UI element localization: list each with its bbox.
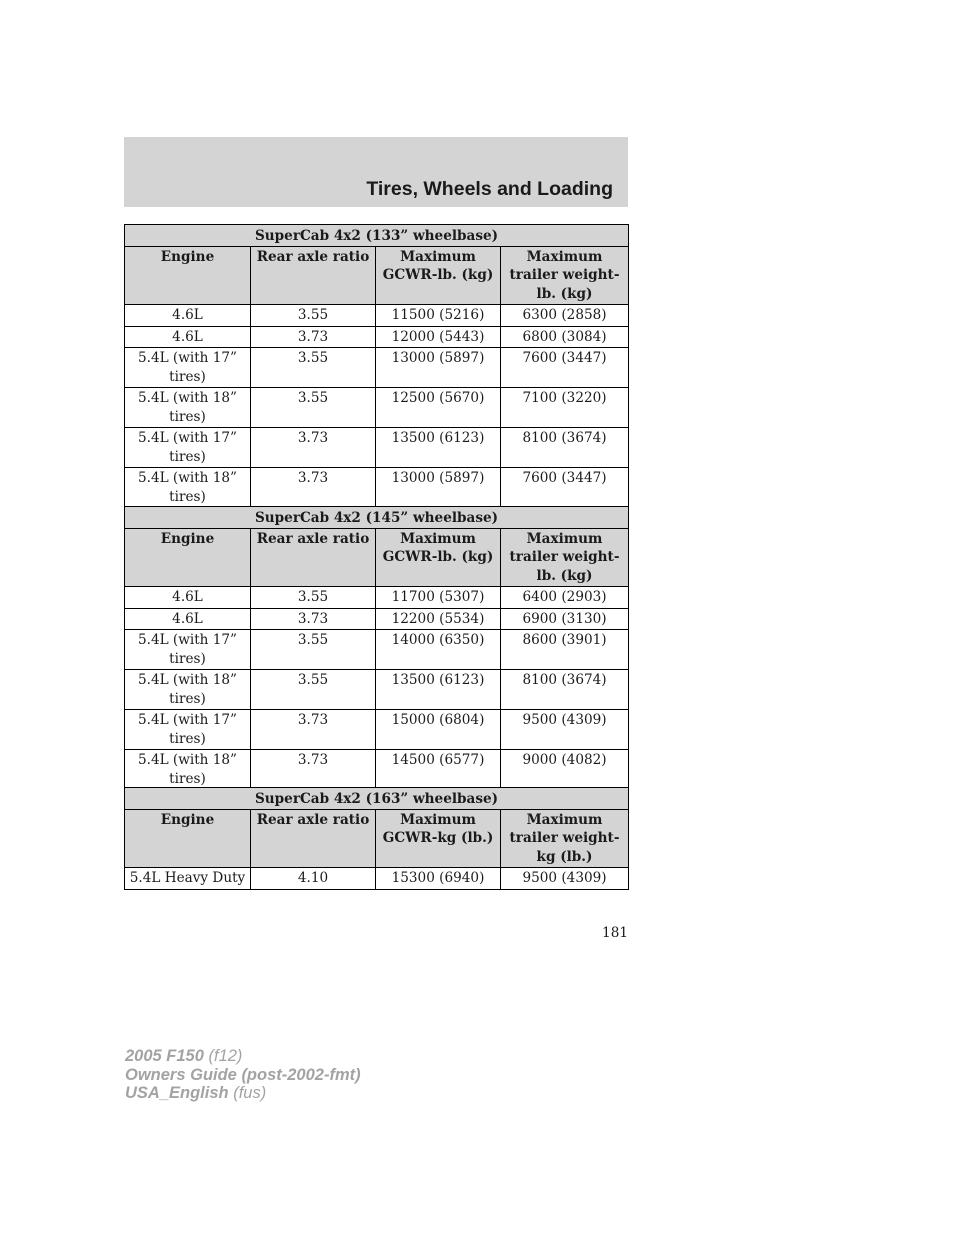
section-header-band: [124, 137, 628, 207]
table-caption: SuperCab 4x2 (133” wheelbase): [125, 225, 629, 247]
engine-cell: 5.4L Heavy Duty: [125, 868, 251, 890]
gcwr-cell: 15300 (6940): [376, 868, 501, 890]
engine-cell: 5.4L (with 17” tires): [125, 428, 251, 468]
gcwr-cell: 11700 (5307): [376, 587, 501, 609]
footer-guide: Owners Guide (post-2002-fmt): [125, 1065, 361, 1084]
axle-ratio-cell: 3.55: [251, 305, 376, 327]
footer-language: USA_English: [125, 1084, 229, 1102]
column-header-engine: Engine: [125, 809, 251, 868]
gcwr-cell: 12200 (5534): [376, 608, 501, 630]
trailer-weight-cell: 8100 (3674): [501, 428, 629, 468]
gcwr-cell: 12000 (5443): [376, 326, 501, 348]
trailer-weight-cell: 8600 (3901): [501, 630, 629, 670]
footer-model-line: [125, 1047, 361, 1066]
table-row: [125, 326, 629, 348]
table-row: [125, 710, 629, 750]
gcwr-cell: 14000 (6350): [376, 630, 501, 670]
column-header-trailer-weight: Maximum trailer weight-lb. (kg): [501, 528, 629, 587]
axle-ratio-cell: 3.55: [251, 670, 376, 710]
footer-language-code: (fus): [233, 1084, 267, 1102]
axle-ratio-cell: 3.73: [251, 750, 376, 790]
engine-cell: 5.4L (with 17” tires): [125, 710, 251, 750]
trailer-weight-cell: 9500 (4309): [501, 710, 629, 750]
table-row: [125, 630, 629, 670]
axle-ratio-cell: 4.10: [251, 868, 376, 890]
axle-ratio-cell: 3.73: [251, 608, 376, 630]
towing-table-145-wheelbase: [124, 506, 629, 790]
table-row: [125, 428, 629, 468]
axle-ratio-cell: 3.55: [251, 587, 376, 609]
engine-cell: 5.4L (with 18” tires): [125, 468, 251, 508]
column-header-gcwr: Maximum GCWR-lb. (kg): [376, 528, 501, 587]
trailer-weight-cell: 9500 (4309): [501, 868, 629, 890]
table-row: [125, 608, 629, 630]
column-header-gcwr: Maximum GCWR-kg (lb.): [376, 809, 501, 868]
engine-cell: 5.4L (with 17” tires): [125, 348, 251, 388]
gcwr-cell: 12500 (5670): [376, 388, 501, 428]
engine-cell: 5.4L (with 18” tires): [125, 670, 251, 710]
axle-ratio-cell: 3.73: [251, 428, 376, 468]
column-header-engine: Engine: [125, 528, 251, 587]
trailer-weight-cell: 6800 (3084): [501, 326, 629, 348]
axle-ratio-cell: 3.73: [251, 710, 376, 750]
column-header-axle-ratio: Rear axle ratio: [251, 809, 376, 868]
table-row: [125, 587, 629, 609]
trailer-weight-cell: 6400 (2903): [501, 587, 629, 609]
trailer-weight-cell: 7600 (3447): [501, 348, 629, 388]
gcwr-cell: 11500 (5216): [376, 305, 501, 327]
section-title: Tires, Wheels and Loading: [366, 178, 613, 200]
engine-cell: 5.4L (with 17” tires): [125, 630, 251, 670]
table-row: [125, 468, 629, 508]
column-header-gcwr: Maximum GCWR-lb. (kg): [376, 246, 501, 305]
engine-cell: 4.6L: [125, 587, 251, 609]
footer-model: 2005 F150: [125, 1047, 204, 1065]
table-row: [125, 388, 629, 428]
gcwr-cell: 15000 (6804): [376, 710, 501, 750]
towing-table-133-wheelbase: [124, 224, 629, 508]
column-header-axle-ratio: Rear axle ratio: [251, 246, 376, 305]
table-caption: SuperCab 4x2 (145” wheelbase): [125, 507, 629, 529]
trailer-weight-cell: 7100 (3220): [501, 388, 629, 428]
engine-cell: 4.6L: [125, 305, 251, 327]
trailer-weight-cell: 6300 (2858): [501, 305, 629, 327]
gcwr-cell: 13000 (5897): [376, 468, 501, 508]
footer-guide-line: [125, 1066, 361, 1085]
page-number: 181: [602, 925, 628, 941]
trailer-weight-cell: 8100 (3674): [501, 670, 629, 710]
axle-ratio-cell: 3.55: [251, 630, 376, 670]
table-row: [125, 348, 629, 388]
gcwr-cell: 13500 (6123): [376, 670, 501, 710]
axle-ratio-cell: 3.73: [251, 468, 376, 508]
column-header-engine: Engine: [125, 246, 251, 305]
gcwr-cell: 14500 (6577): [376, 750, 501, 790]
table-row: [125, 305, 629, 327]
towing-table-163-wheelbase: [124, 787, 629, 890]
axle-ratio-cell: 3.55: [251, 348, 376, 388]
footer-model-code: (f12): [208, 1047, 243, 1065]
table-row: [125, 868, 629, 890]
axle-ratio-cell: 3.73: [251, 326, 376, 348]
gcwr-cell: 13500 (6123): [376, 428, 501, 468]
table-row: [125, 670, 629, 710]
engine-cell: 4.6L: [125, 608, 251, 630]
table-caption: SuperCab 4x2 (163” wheelbase): [125, 788, 629, 810]
column-header-trailer-weight: Maximum trailer weight-lb. (kg): [501, 246, 629, 305]
column-header-trailer-weight: Maximum trailer weight-kg (lb.): [501, 809, 629, 868]
engine-cell: 5.4L (with 18” tires): [125, 750, 251, 790]
trailer-weight-cell: 9000 (4082): [501, 750, 629, 790]
trailer-weight-cell: 7600 (3447): [501, 468, 629, 508]
document-footer: [125, 1047, 361, 1103]
table-row: [125, 750, 629, 790]
engine-cell: 4.6L: [125, 326, 251, 348]
axle-ratio-cell: 3.55: [251, 388, 376, 428]
trailer-weight-cell: 6900 (3130): [501, 608, 629, 630]
engine-cell: 5.4L (with 18” tires): [125, 388, 251, 428]
footer-language-line: [125, 1084, 361, 1103]
column-header-axle-ratio: Rear axle ratio: [251, 528, 376, 587]
gcwr-cell: 13000 (5897): [376, 348, 501, 388]
